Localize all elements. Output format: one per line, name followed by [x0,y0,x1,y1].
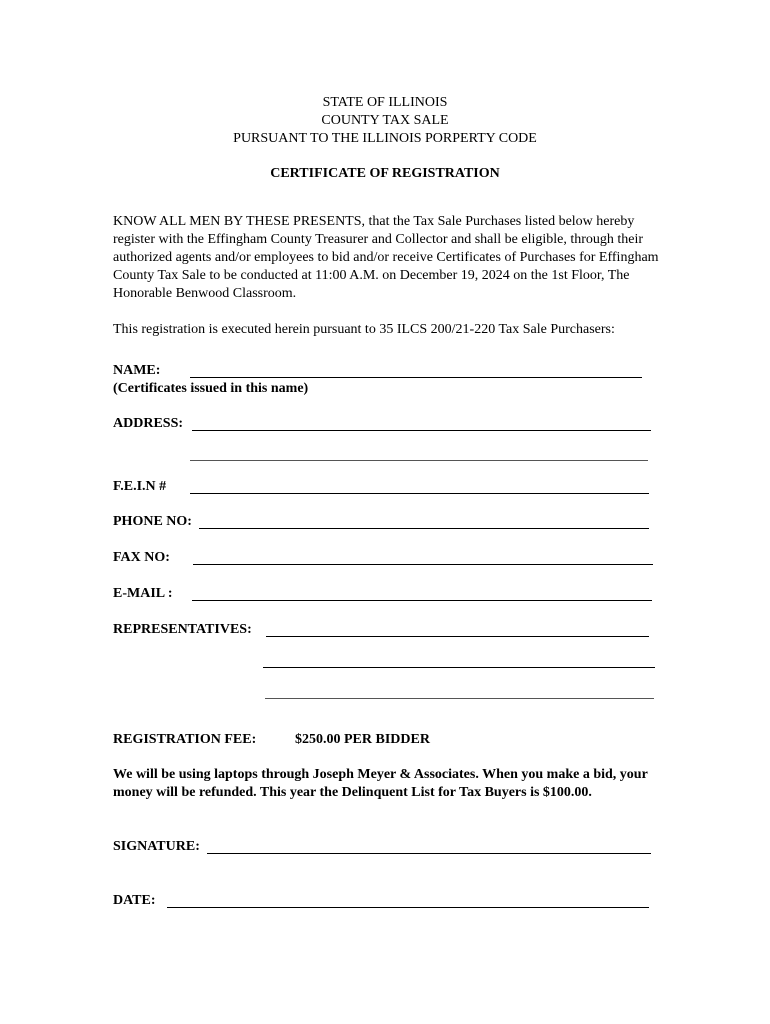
name-label: NAME: [113,363,161,378]
signature-field[interactable] [207,853,651,854]
header-state: STATE OF ILLINOIS [322,95,448,110]
phone-label: PHONE NO: [113,514,192,529]
phone-field[interactable] [199,528,649,529]
signature-label: SIGNATURE: [113,839,200,854]
date-field[interactable] [167,907,649,908]
fein-label: F.E.I.N # [113,479,167,494]
fax-label: FAX NO: [113,550,170,565]
laptop-notice: We will be using laptops through Joseph Meyer & Associates. When you make a bid, your money will be refunded. This year the Delinquent List for Tax Buyers is $100.00. [113,767,648,800]
email-field[interactable] [192,600,652,601]
address-label: ADDRESS: [113,416,184,431]
representatives-field-line-3[interactable] [265,698,654,699]
registration-note: This registration is executed herein pursuant to 35 ILCS 200/21-220 Tax Sale Purchasers: [113,322,615,337]
address-field-line-2[interactable] [190,460,648,461]
header-county: COUNTY TAX SALE [321,113,449,128]
intro-paragraph: KNOW ALL MEN BY THESE PRESENTS, that the Tax Sale Purchases listed below hereby register with the Effingham County Treasurer and Collector and shall be eligible, through their authorized agents and/or employees to bid and/or receive Certificates of Purchases for Effingham County Tax Sale to be conducted at 11:00 A.M. on December 19, 2024 on the 1st Floor, The Honorable Benwood Classroom. [113,214,659,301]
fein-field[interactable] [190,493,649,494]
name-sublabel: (Certificates issued in this name) [113,381,309,396]
name-field[interactable] [190,377,642,378]
date-label: DATE: [113,893,156,908]
representatives-label: REPRESENTATIVES: [113,622,252,637]
email-label: E-MAIL : [113,586,173,601]
registration-fee-amount: $250.00 PER BIDDER [295,732,430,747]
representatives-field-line-1[interactable] [266,636,649,637]
address-field-line-1[interactable] [192,430,651,431]
header-pursuant: PURSUANT TO THE ILLINOIS PORPERTY CODE [233,131,537,146]
fax-field[interactable] [193,564,653,565]
registration-fee-label: REGISTRATION FEE: [113,732,257,747]
representatives-field-line-2[interactable] [263,667,655,668]
document-title: CERTIFICATE OF REGISTRATION [270,166,500,181]
